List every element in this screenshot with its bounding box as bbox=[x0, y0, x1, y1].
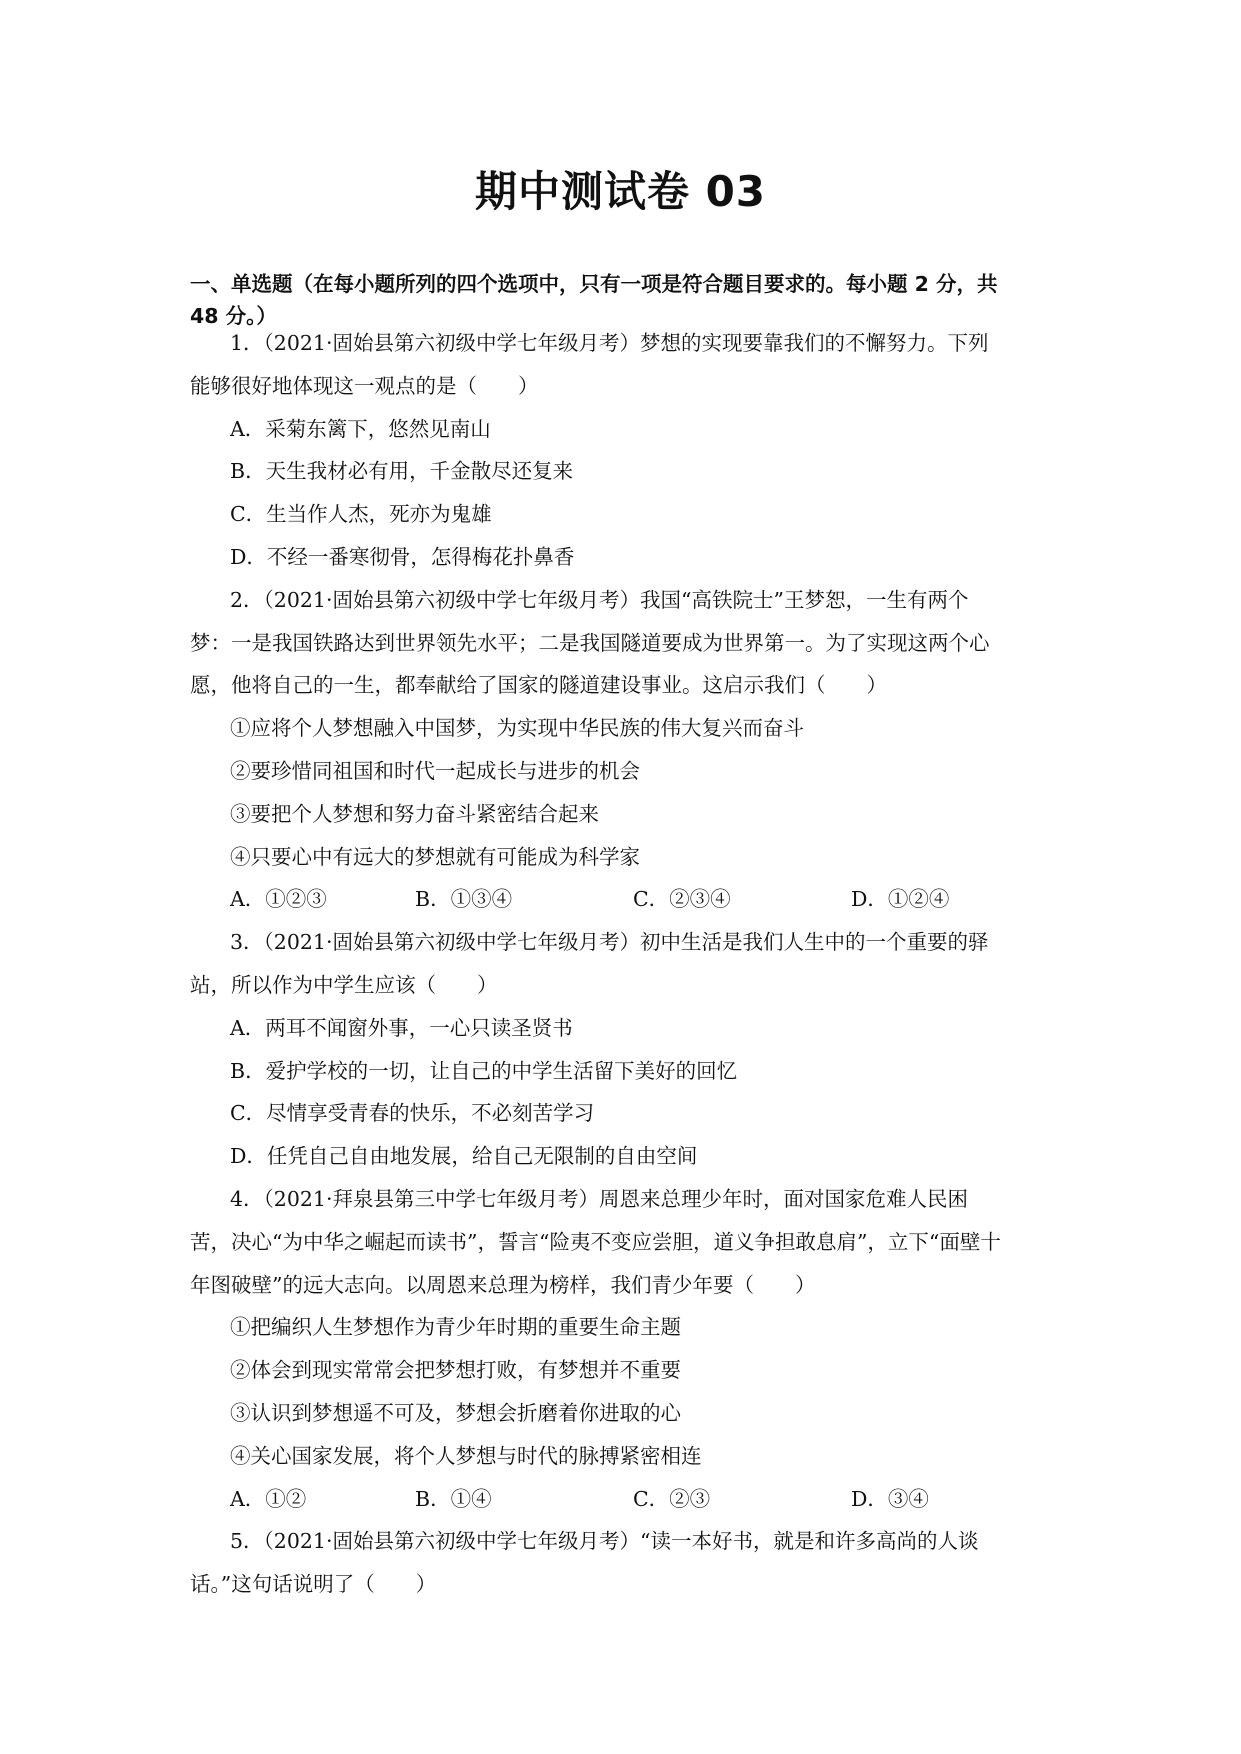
question-1 bbox=[190, 322, 1050, 579]
option-a: A．①②③ bbox=[230, 887, 327, 912]
question-stem: 年图破壁”的远大志向。以周恩来总理为榜样，我们青少年要（ ） bbox=[190, 1272, 816, 1297]
option-d: D．①②④ bbox=[851, 887, 950, 912]
question-stem: 4．（2021·拜泉县第三中学七年级月考）周恩来总理少年时，面对国家危难人民困 bbox=[230, 1186, 968, 1211]
option-a: A．①② bbox=[230, 1486, 307, 1511]
section-heading-line: 48 分。） bbox=[190, 304, 277, 328]
option-b: B．①④ bbox=[415, 1486, 492, 1511]
option-c: C．②③ bbox=[633, 1486, 711, 1511]
statement-1: ①应将个人梦想融入中国梦，为实现中华民族的伟大复兴而奋斗 bbox=[230, 716, 804, 741]
question-stem: 梦：一是我国铁路达到世界领先水平；二是我国隧道要成为世界第一。为了实现这两个心 bbox=[190, 630, 990, 655]
options-row bbox=[190, 878, 1050, 921]
page-title: 期中测试卷 03 bbox=[474, 167, 767, 216]
statement-2: ②体会到现实常常会把梦想打败，有梦想并不重要 bbox=[230, 1358, 681, 1383]
question-stem: 5．（2021·固始县第六初级中学七年级月考）“读一本好书，就是和许多高尚的人谈 bbox=[230, 1529, 979, 1554]
question-stem: 站，所以作为中学生应该（ ） bbox=[190, 972, 498, 997]
question-stem: 愿，他将自己的一生，都奉献给了国家的隧道建设事业。这启示我们（ ） bbox=[190, 673, 887, 698]
statement-3: ③认识到梦想遥不可及，梦想会折磨着你进取的心 bbox=[230, 1400, 681, 1425]
question-stem: 2．（2021·固始县第六初级中学七年级月考）我国“高铁院士”王梦恕，一生有两个 bbox=[230, 587, 969, 612]
option-a: A．采菊东篱下，悠然见南山 bbox=[230, 416, 491, 441]
question-stem: 苦，决心“为中华之崛起而读书”，誓言“险夷不变应尝胆，道义争担敢息肩”，立下“面壁十 bbox=[190, 1229, 1001, 1254]
question-stem: 1．（2021·固始县第六初级中学七年级月考）梦想的实现要靠我们的不懈努力。下列 bbox=[230, 331, 989, 355]
question-stem: 话。”这句话说明了（ ） bbox=[190, 1572, 437, 1597]
statement-1: ①把编织人生梦想作为青少年时期的重要生命主题 bbox=[230, 1315, 681, 1340]
option-c: C．尽情享受青春的快乐，不必刻苦学习 bbox=[230, 1101, 595, 1126]
option-b: B．爱护学校的一切，让自己的中学生活留下美好的回忆 bbox=[230, 1058, 738, 1083]
options-row bbox=[190, 1478, 1050, 1521]
question-stem: 3．（2021·固始县第六初级中学七年级月考）初中生活是我们人生中的一个重要的驿 bbox=[230, 930, 989, 955]
option-b: B．天生我材必有用，千金散尽还复来 bbox=[230, 459, 574, 484]
option-b: B．①③④ bbox=[415, 887, 513, 912]
statement-4: ④关心国家发展，将个人梦想与时代的脉搏紧密相连 bbox=[230, 1443, 702, 1468]
section-heading-line: 一、单选题（在每小题所列的四个选项中，只有一项是符合题目要求的。每小题 2 分，共 bbox=[190, 272, 998, 296]
question-4 bbox=[190, 1178, 1050, 1520]
option-a: A．两耳不闻窗外事，一心只读圣贤书 bbox=[230, 1015, 573, 1040]
question-stem: 能够很好地体现这一观点的是（ ） bbox=[190, 373, 539, 398]
question-5 bbox=[190, 1520, 1050, 1606]
option-d: D．不经一番寒彻骨，怎得梅花扑鼻香 bbox=[230, 544, 575, 569]
option-c: C．生当作人杰，死亦为鬼雄 bbox=[230, 502, 492, 527]
statement-4: ④只要心中有远大的梦想就有可能成为科学家 bbox=[230, 844, 640, 869]
statement-3: ③要把个人梦想和努力奋斗紧密结合起来 bbox=[230, 801, 599, 826]
question-3 bbox=[190, 921, 1050, 1178]
statement-2: ②要珍惜同祖国和时代一起成长与进步的机会 bbox=[230, 758, 640, 783]
option-c: C．②③④ bbox=[633, 887, 731, 912]
question-2 bbox=[190, 579, 1050, 921]
option-d: D．任凭自己自由地发展，给自己无限制的自由空间 bbox=[230, 1144, 698, 1169]
question-list bbox=[190, 322, 1050, 1606]
option-d: D．③④ bbox=[851, 1486, 929, 1511]
